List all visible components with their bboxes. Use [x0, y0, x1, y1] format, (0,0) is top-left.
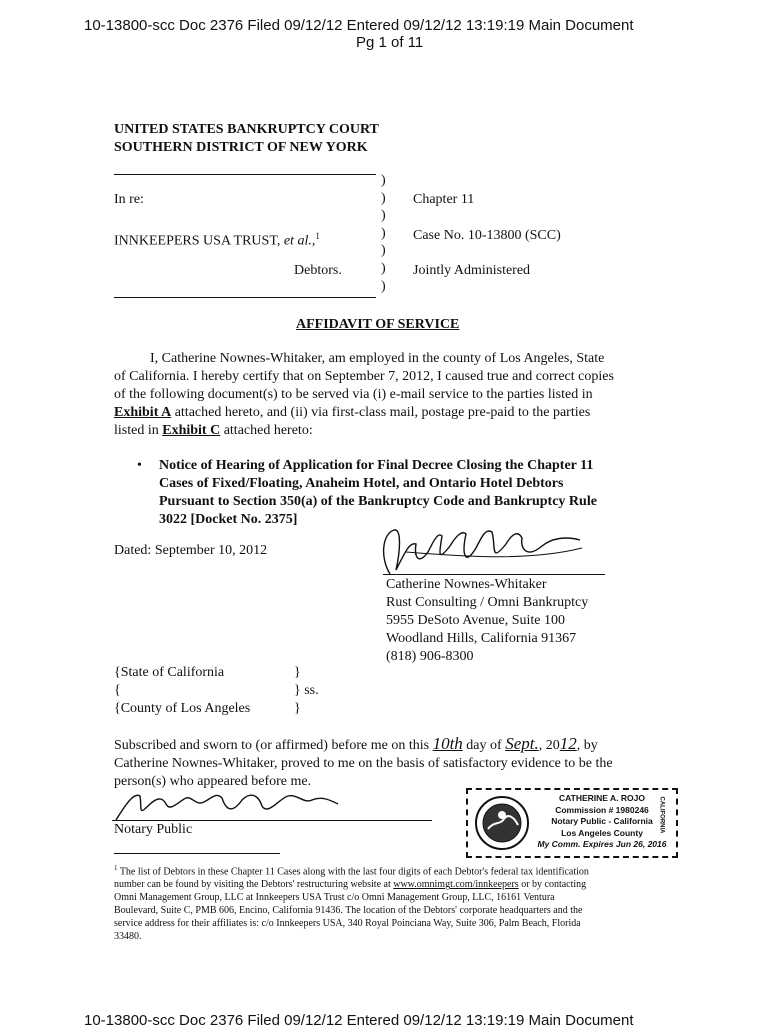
- stamp-commission: Commission # 1980246: [555, 804, 649, 815]
- footnote-line: Omni Management Group, LLC at Innkeepers USA Trust c/o Omni Management Group, LLC, 16161 Ventura: [114, 892, 555, 904]
- body-line: of the following document(s) to be served via (i) e-mail service to the parties listed in: [114, 387, 593, 402]
- bullet-symbol: •: [137, 458, 142, 473]
- footnote: [114, 862, 662, 943]
- caption-bottom-rule: [114, 297, 376, 298]
- venue-state: {State of California: [114, 665, 225, 680]
- notary-label: Notary Public: [114, 822, 193, 837]
- venue-right-brace: }: [294, 665, 301, 680]
- signatory-company: Rust Consulting / Omni Bankruptcy: [386, 595, 589, 610]
- dated-line: Dated: September 10, 2012: [114, 543, 268, 558]
- footnote-line: [114, 878, 662, 891]
- signatory-address2: Woodland Hills, California 91367: [386, 631, 577, 646]
- docket-footer: 10-13800-scc Doc 2376 Filed 09/12/12 Entered 09/12/12 13:19:19 Main Document: [84, 1012, 634, 1029]
- jurat-line1: [114, 735, 674, 755]
- footnote-text: or by contacting: [518, 879, 587, 891]
- caption-paren-column: [381, 172, 386, 295]
- footnote-line: 33480.: [114, 931, 142, 943]
- notary-stamp: [466, 788, 678, 858]
- state-seal-icon: [474, 795, 530, 851]
- bullet-line: Pursuant to Section 350(a) of the Bankruptcy Code and Bankruptcy Rule: [159, 494, 597, 509]
- footnote-rule: [114, 853, 280, 854]
- chapter-label: Chapter 11: [413, 192, 475, 207]
- docket-header: 10-13800-scc Doc 2376 Filed 09/12/12 Entered 09/12/12 13:19:19 Main Document: [84, 17, 634, 34]
- debtor-name-text: INNKEEPERS USA TRUST,: [114, 233, 284, 249]
- stamp-title: Notary Public - California: [551, 816, 653, 826]
- body-line-pre: listed in: [114, 423, 163, 438]
- body-line: I, Catherine Nownes-Whitaker, am employed in the county of Los Angeles, State: [150, 351, 605, 366]
- stamp-side-text: CALIFORNIA: [658, 796, 665, 834]
- body-line-rest: attached hereto:: [220, 423, 313, 438]
- in-re-label: In re:: [114, 192, 144, 207]
- stamp-county: Los Angeles County: [561, 827, 643, 838]
- handwritten-month: Sept.: [505, 734, 539, 753]
- signature-rule: [383, 574, 605, 575]
- affiant-signature: [376, 522, 586, 580]
- jurat-year-pre: , 20: [538, 738, 560, 753]
- paren: ): [381, 278, 386, 294]
- signatory-name: Catherine Nownes-Whitaker: [386, 577, 547, 592]
- exhibit-c: Exhibit C: [162, 423, 221, 438]
- footnote-mark: 1: [315, 231, 320, 241]
- stamp-expires: My Comm. Expires Jun 26, 2016: [537, 839, 667, 849]
- bullet-line: 3022 [Docket No. 2375]: [159, 512, 298, 527]
- court-name: UNITED STATES BANKRUPTCY COURT: [114, 122, 379, 137]
- jurat: [114, 735, 674, 791]
- debtor-name: [114, 227, 320, 251]
- caption-top-rule: [114, 174, 376, 175]
- stamp-text: [534, 793, 670, 851]
- venue-right-brace: }: [294, 701, 301, 716]
- handwritten-year: 12: [559, 734, 577, 753]
- body-line: [114, 422, 662, 440]
- footnote-line: [114, 862, 662, 878]
- jointly-administered: Jointly Administered: [413, 263, 531, 278]
- venue-county: {County of Los Angeles: [114, 701, 251, 716]
- jurat-post: , by: [576, 738, 598, 753]
- paren: ): [381, 260, 386, 276]
- paren: ): [381, 190, 386, 206]
- footnote-text: number can be found by visiting the Debtors' restructuring website at: [114, 879, 394, 891]
- document-title: AFFIDAVIT OF SERVICE: [296, 317, 460, 332]
- bullet-item: [159, 457, 669, 529]
- paren: ): [381, 243, 386, 259]
- signatory-phone: (818) 906-8300: [386, 649, 474, 664]
- signatory-block: [386, 576, 588, 666]
- jurat-line2: Catherine Nownes-Whitaker, proved to me on the basis of satisfactory evidence to be the: [114, 756, 613, 771]
- debtor-footnote-comma: ,: [311, 233, 316, 249]
- body-line-rest: attached hereto, and (ii) via first-class mail, postage pre-paid to the parties: [171, 405, 591, 420]
- footnote-text: The list of Debtors in these Chapter 11 Cases along with the last four digits of each Debtor's federal tax identification: [117, 866, 589, 878]
- paren: ): [381, 208, 386, 224]
- paren: ): [381, 225, 386, 241]
- venue-ss: } ss.: [294, 683, 319, 698]
- jurat-mid: day of: [462, 738, 506, 753]
- footnote-line: service address for their affiliates is: c/o Innkeepers USA, 340 Royal Poinciana Way, Suite 306, Palm Beach, Florida: [114, 918, 581, 930]
- exhibit-a: Exhibit A: [114, 405, 172, 420]
- body-line: of California. I hereby certify that on September 7, 2012, I caused true and correct copies: [114, 369, 614, 384]
- page-number: Pg 1 of 11: [356, 34, 424, 51]
- signatory-address1: 5955 DeSoto Avenue, Suite 100: [386, 613, 566, 628]
- bullet-line: Cases of Fixed/Floating, Anaheim Hotel, and Ontario Hotel Debtors: [159, 476, 564, 491]
- jurat-pre: Subscribed and sworn to (or affirmed) before me on this: [114, 738, 433, 753]
- stamp-name: CATHERINE A. ROJO: [559, 793, 645, 803]
- body-line: [114, 404, 662, 422]
- venue-brace: {: [114, 683, 121, 698]
- debtors-label: Debtors.: [294, 263, 342, 278]
- handwritten-day: 10th: [432, 734, 463, 753]
- et-al: et al.: [283, 233, 312, 249]
- paren: ): [381, 173, 386, 188]
- body-paragraph: [114, 350, 662, 440]
- footnote-line: Boulevard, Suite C, PMB 606, Encino, California 91436. The location of the Debtors' corporate headquarters and the: [114, 905, 583, 917]
- footnote-number: 1: [114, 864, 118, 872]
- bullet-line: Notice of Hearing of Application for Final Decree Closing the Chapter 11: [159, 458, 594, 473]
- jurat-line3: person(s) who appeared before me.: [114, 774, 312, 789]
- court-district: SOUTHERN DISTRICT OF NEW YORK: [114, 140, 368, 155]
- restructuring-website-link[interactable]: www.omnimgt.com/innkeepers: [393, 879, 519, 891]
- case-number: Case No. 10-13800 (SCC): [413, 228, 561, 243]
